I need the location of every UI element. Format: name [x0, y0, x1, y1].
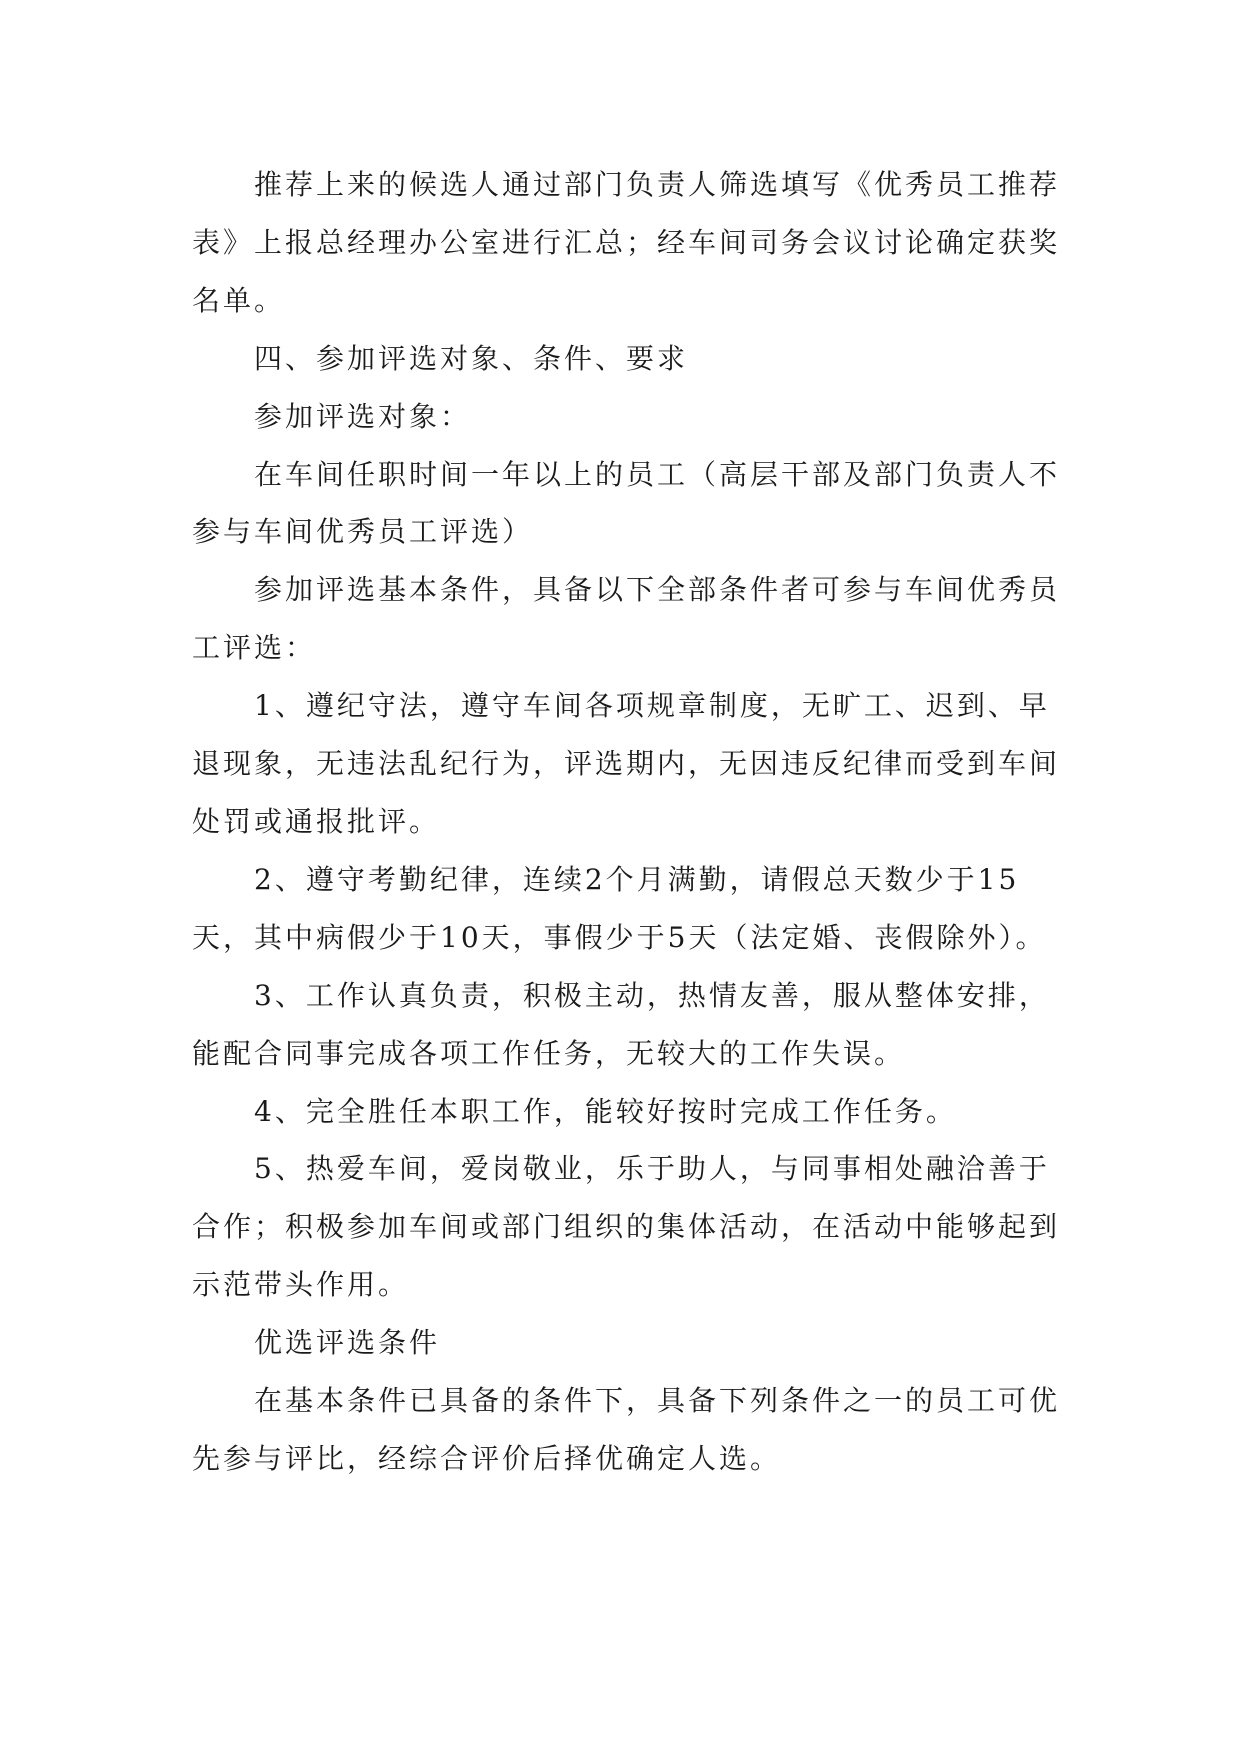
paragraph-recommendation-process: 推荐上来的候选人通过部门负责人筛选填写《优秀员工推荐表》上报总经理办公室进行汇总；经车间司务会议讨论确定获奖名单。	[192, 168, 1061, 317]
paragraph-condition-1: 1、遵纪守法，遵守车间各项规章制度，无旷工、迟到、早退现象，无违法乱纪行为，评选期内，无因违反纪律而受到车间处罚或通报批评。	[192, 689, 1061, 838]
paragraph-condition-4: 4、完全胜任本职工作，能较好按时完成工作任务。	[254, 1094, 957, 1128]
paragraph-preferred-conditions-heading: 优选评选条件	[254, 1326, 441, 1360]
paragraph-eligible-staff: 在车间任职时间一年以上的员工（高层干部及部门负责人不参与车间优秀员工评选）	[192, 457, 1061, 549]
paragraph-eligible-label: 参加评选对象：	[254, 399, 472, 433]
paragraph-basic-conditions-intro: 参加评选基本条件，具备以下全部条件者可参与车间优秀员工评选：	[192, 573, 1061, 665]
paragraph-condition-3: 3、工作认真负责，积极主动，热情友善，服从整体安排，能配合同事完成各项工作任务，无较大的工作失误。	[192, 978, 1050, 1070]
section-heading-4: 四、参加评选对象、条件、要求	[254, 341, 689, 375]
paragraph-condition-2: 2、遵守考勤纪律，连续2个月满勤，请假总天数少于15天，其中病假少于10天，事假少于5天（法定婚、丧假除外）。	[192, 862, 1047, 954]
paragraph-preferred-conditions-text: 在基本条件已具备的条件下，具备下列条件之一的员工可优先参与评比，经综合评价后择优确定人选。	[192, 1384, 1061, 1475]
paragraph-condition-5: 5、热爱车间，爱岗敬业，乐于助人，与同事相处融洽善于合作；积极参加车间或部门组织的集体活动，在活动中能够起到示范带头作用。	[192, 1152, 1061, 1302]
document-body	[192, 156, 1062, 1488]
